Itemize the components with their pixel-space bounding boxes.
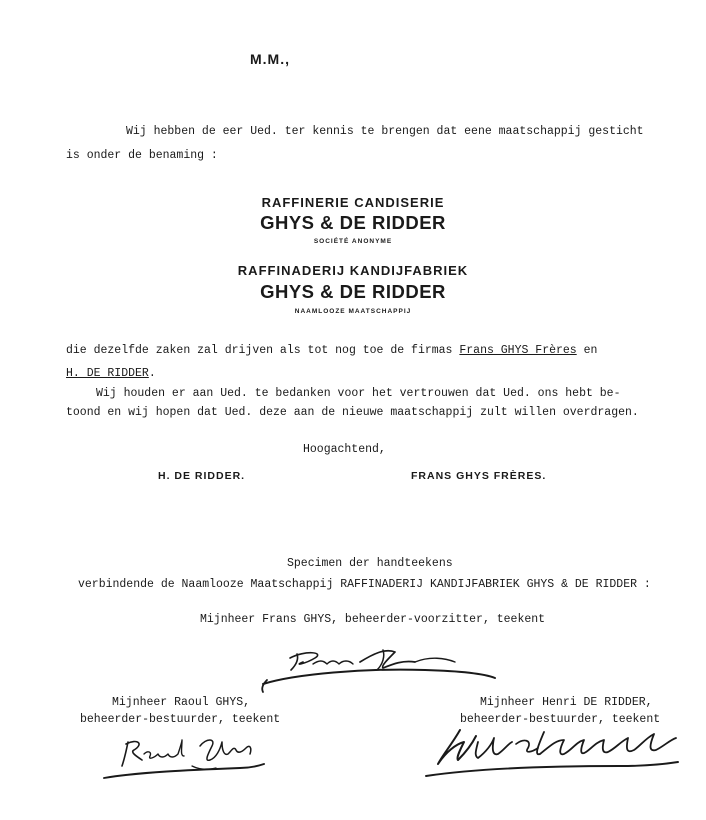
body-paragraph-2-line-1: Wij houden er aan Ued. te bedanken voor het vertrouwen dat Ued. ons hebt be- [96,387,621,400]
firm-frans-ghys: Frans GHYS Frères [459,344,577,357]
left-signatory-role: beheerder-bestuurder, teekent [80,713,281,726]
body-paragraph-1-line-1 [66,344,597,357]
chairman-caption: Mijnheer Frans GHYS, beheerder-voorzitter, teekent [200,613,546,626]
specimen-title: Specimen der handteekens [287,557,453,570]
right-signatory-role: beheerder-bestuurder, teekent [460,713,661,726]
body-p1-suffix: . [148,367,156,380]
signer-de-ridder: H. DE RIDDER. [158,470,246,482]
body-p1-prefix: die dezelfde zaken zal drijven als tot nog toe de firmas [66,344,453,357]
body-p1-and: en [583,344,598,357]
right-signatory-name: Mijnheer Henri DE RIDDER, [480,696,653,709]
company-nl-line1: RAFFINADERIJ KANDIJFABRIEK [237,263,469,278]
signature-frans-ghys [255,640,505,695]
company-fr-type: SOCIÉTÉ ANONYME [313,238,393,245]
body-paragraph-1-line-2 [66,367,156,380]
company-nl-name: GHYS & DE RIDDER [260,281,446,302]
intro-line-1: Wij hebben de eer Ued. ter kennis te brengen dat eene maatschappij gesticht [126,125,644,138]
company-fr-name: GHYS & DE RIDDER [260,212,446,233]
body-paragraph-2-line-2: toond en wij hopen dat Ued. deze aan de nieuwe maatschappij zult willen overdragen. [66,406,639,419]
intro-line-2: is onder de benaming : [66,149,218,162]
firm-de-ridder: H. DE RIDDER [66,367,149,380]
signature-henri-de-ridder [420,722,685,782]
closing-greeting: Hoogachtend, [303,443,386,456]
signer-frans-ghys-freres: FRANS GHYS FRÈRES. [411,470,547,482]
company-fr-line1: RAFFINERIE CANDISERIE [261,195,445,210]
left-signatory-name: Mijnheer Raoul GHYS, [112,696,251,709]
salutation: M.M., [250,51,290,67]
specimen-line-2: verbindende de Naamlooze Maatschappij RAFFINADERIJ KANDIJFABRIEK GHYS & DE RIDDER : [78,578,651,591]
signature-raoul-ghys [100,730,280,790]
company-nl-type: NAAMLOOZE MAATSCHAPPIJ [294,308,412,315]
